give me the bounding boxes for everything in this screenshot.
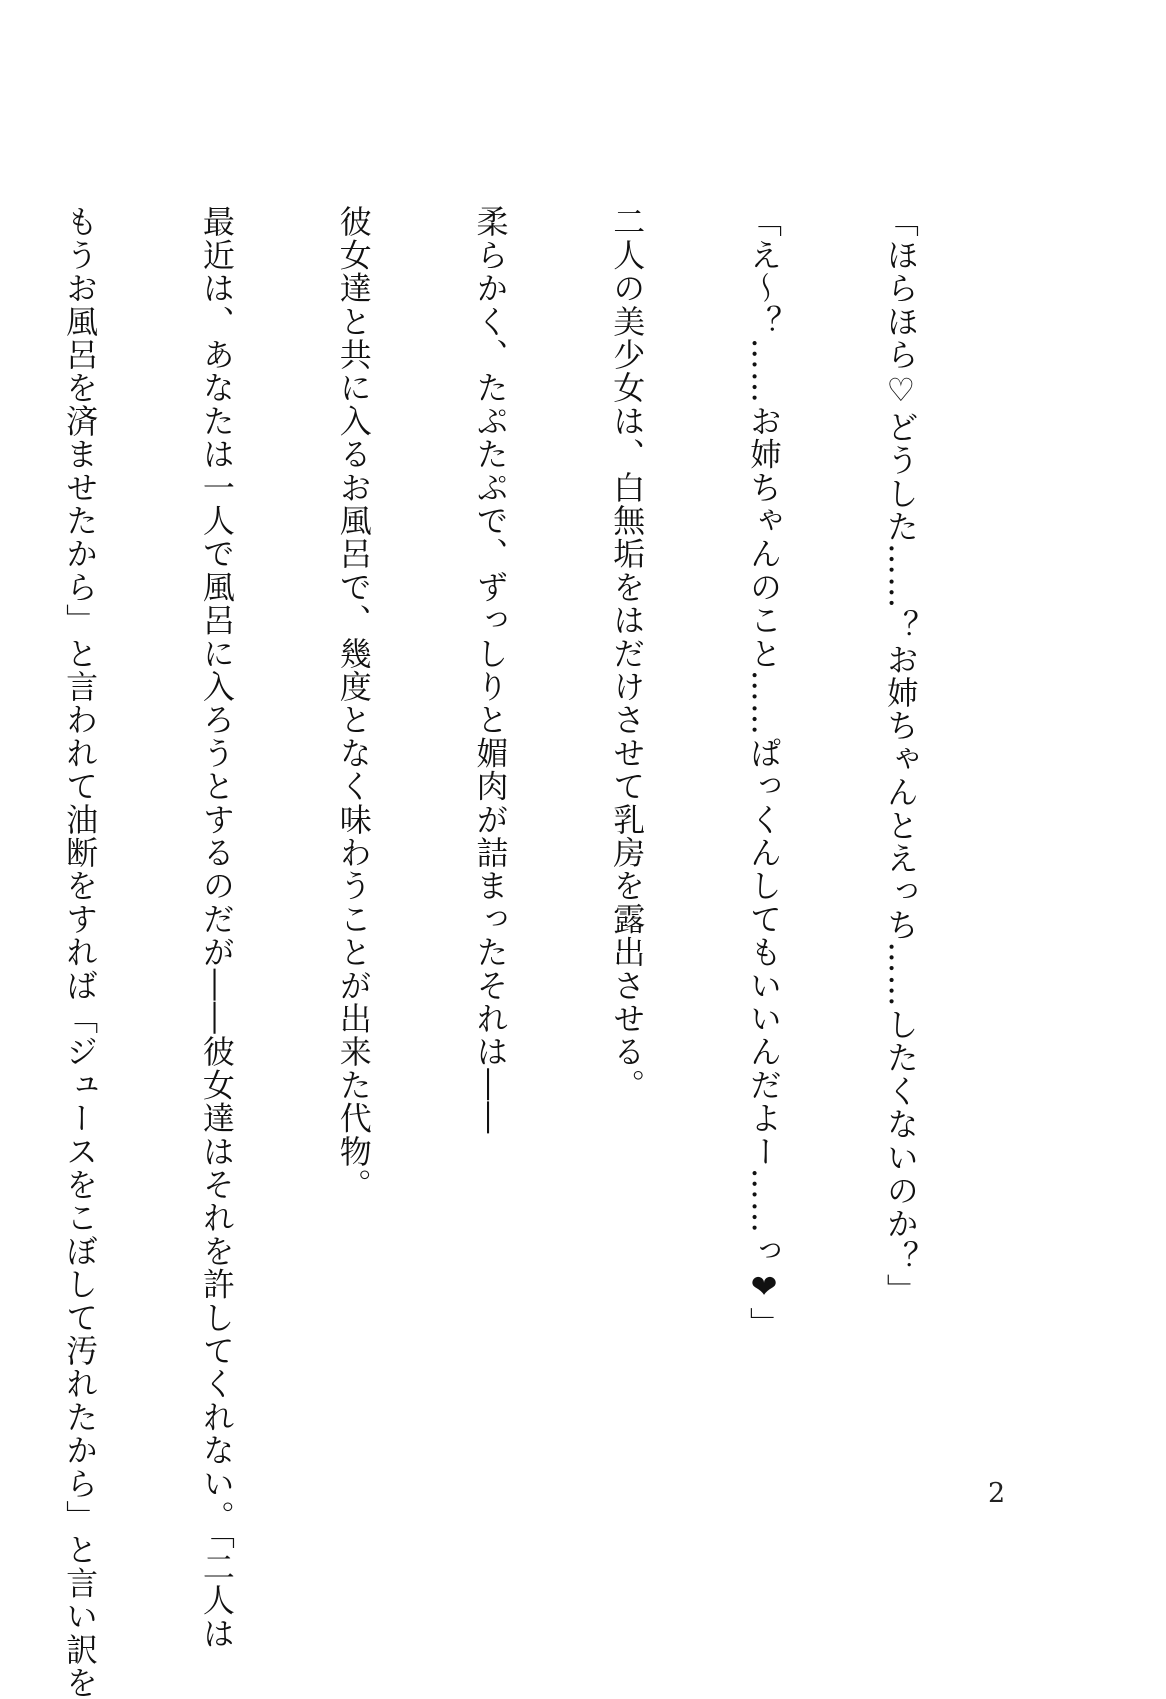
vertical-text-body <box>0 205 1014 1699</box>
text-line: 「え～？……お姉ちゃんのこと……ぱっくんしてもいいんだよー……っ❤」 <box>745 205 784 1340</box>
text-line: 「ほらほら♡どうした……？お姉ちゃんとえっち……したくないのか？」 <box>881 205 920 1307</box>
text-line: もうお風呂を済ませたから」と言われて油断をすれば「ジュースをこぼして汚れたから」と言い訳を <box>61 205 100 1699</box>
text-line: 柔らかく、たぷたぷで、ずっしりと媚肉が詰まったそれは―― <box>471 205 510 1135</box>
page-number: 2 <box>988 1478 1006 1509</box>
text-line: 彼女達と共に入るお風呂で、幾度となく味わうことが出来た代物。 <box>334 205 373 1201</box>
text-line: 最近は、あなたは一人で風呂に入ろうとするのだが――彼女達はそれを許してくれない。「二人は <box>197 205 236 1650</box>
text-line: 二人の美少女は、白無垢をはだけさせて乳房を露出させる。 <box>608 205 647 1102</box>
